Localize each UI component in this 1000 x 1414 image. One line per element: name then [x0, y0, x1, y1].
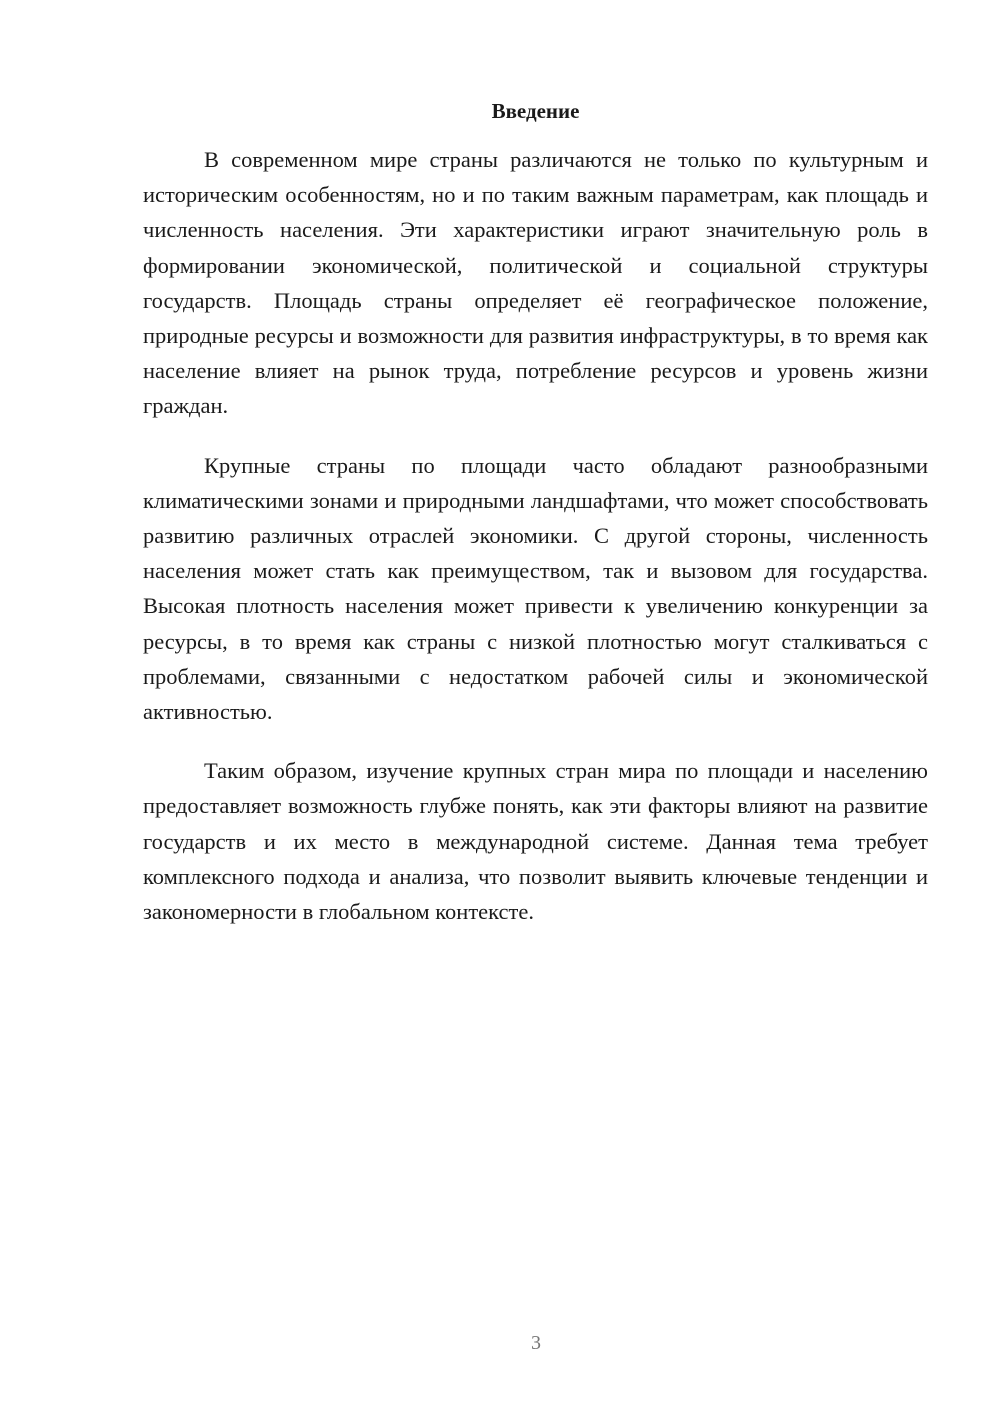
paragraph-3: Таким образом, изучение крупных стран мира по площади и населению предоставляет возможность глубже понять, как эти факторы влияют на развитие государств и их место в международной системе. Данная тема требует комплексного подхода и анализа, что позволит выявить ключевые тенденции и закономерности в глобальном контексте. — [143, 758, 928, 925]
section-title: Введение — [491, 99, 580, 123]
paragraph-2: Крупные страны по площади часто обладают разнообразными климатическими зонами и природными ландшафтами, что может способствовать развитию различных отраслей экономики. С другой стороны, численность населения может стать как преимуществом, так и вызовом для государства. Высокая плотность населения может привести к увеличению конкуренции за ресурсы, в то время как страны с низкой плотностью могут сталкиваться с проблемами, связанными с недостатком рабочей силы и экономической активностью. — [143, 452, 928, 725]
body-text — [143, 142, 928, 953]
paragraph-1: В современном мире страны различаются не только по культурным и историческим особенностям, но и по таким важным параметрам, как площадь и численность населения. Эти характеристики играют значительную роль в формировании экономической, политической и социальной структуры государств. Площадь страны определяет её географическое положение, природные ресурсы и возможности для развития инфраструктуры, в то время как население влияет на рынок труда, потребление ресурсов и уровень жизни граждан. — [143, 147, 928, 419]
page-number: 3 — [531, 1332, 541, 1354]
